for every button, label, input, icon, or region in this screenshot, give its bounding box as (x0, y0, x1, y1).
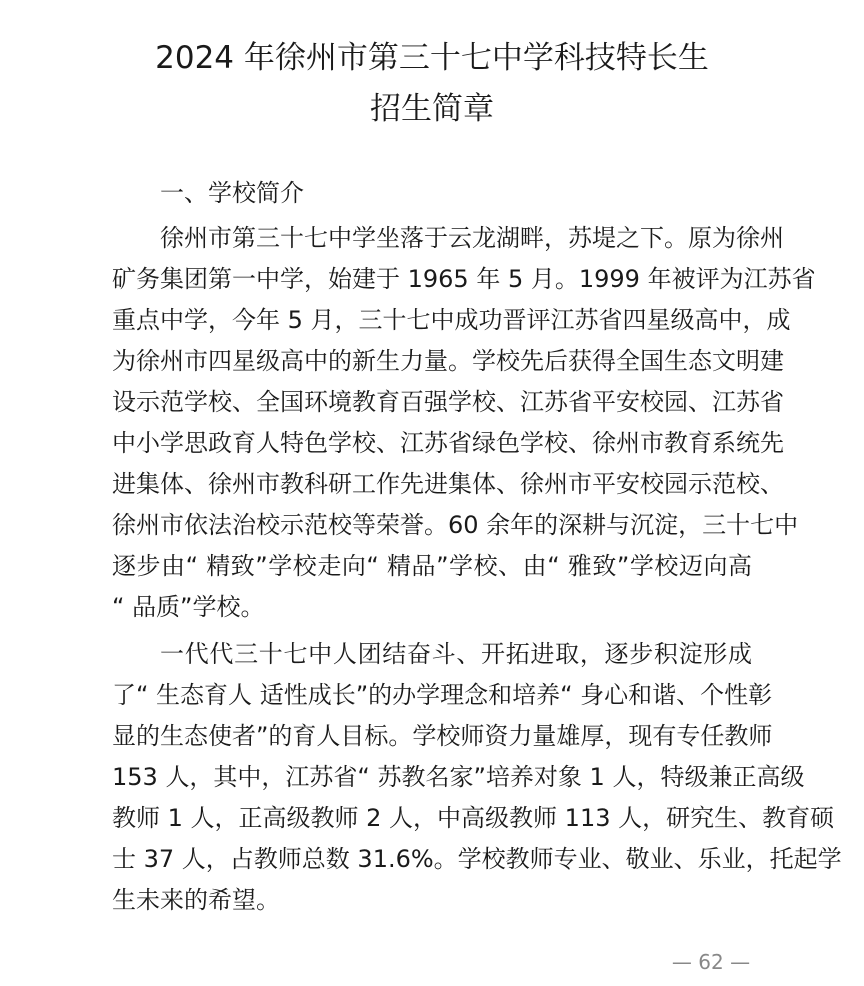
text-line: 为徐州市四星级高中的新生力量。学校先后获得全国生态文明建 (112, 347, 784, 375)
text-line: 教师 1 人，正高级教师 2 人，中高级教师 113 人，研究生、教育硕 (112, 804, 835, 832)
text-line: 矿务集团第一中学，始建于 1965 年 5 月。1999 年被评为江苏省 (112, 265, 816, 293)
page-number: — 62 — (671, 950, 751, 974)
text-line: 设示范学校、全国环境教育百强学校、江苏省平安校园、江苏省 (112, 388, 784, 416)
text-line: 士 37 人，占教师总数 31.6%。学校教师专业、敬业、乐业，托起学 (112, 845, 842, 873)
section-heading: 一、学校简介 (160, 179, 304, 207)
paragraph-school-intro (112, 218, 816, 628)
document-title-line2: 招生简章 (370, 91, 494, 127)
text-line: 徐州市第三十七中学坐落于云龙湖畔，苏堤之下。原为徐州 (160, 224, 784, 252)
text-line: 了“ 生态育人 适性成长”的办学理念和培养“ 身心和谐、个性彰 (112, 681, 773, 709)
text-line: 中小学思政育人特色学校、江苏省绿色学校、徐州市教育系统先 (112, 429, 784, 457)
text-line: 逐步由“ 精致”学校走向“ 精品”学校、由“ 雅致”学校迈向高 (112, 552, 752, 580)
text-line: 一代代三十七中人团结奋斗、开拓进取，逐步积淀形成 (160, 640, 752, 668)
text-line: 153 人，其中，江苏省“ 苏教名家”培养对象 1 人，特级兼正高级 (112, 763, 805, 791)
document-title-line1: 2024 年徐州市第三十七中学科技特长生 (155, 40, 709, 76)
text-line: 显的生态使者”的育人目标。学校师资力量雄厚，现有专任教师 (112, 722, 773, 750)
text-line: 徐州市依法治校示范校等荣誉。60 余年的深耕与沉淀，三十七中 (112, 511, 799, 539)
text-line: 生未来的希望。 (112, 886, 280, 914)
text-line: “ 品质”学校。 (112, 593, 265, 621)
text-line: 进集体、徐州市教科研工作先进集体、徐州市平安校园示范校、 (112, 470, 784, 498)
text-line: 重点中学，今年 5 月，三十七中成功晋评江苏省四星级高中，成 (112, 306, 791, 334)
paragraph-teachers (112, 634, 842, 921)
